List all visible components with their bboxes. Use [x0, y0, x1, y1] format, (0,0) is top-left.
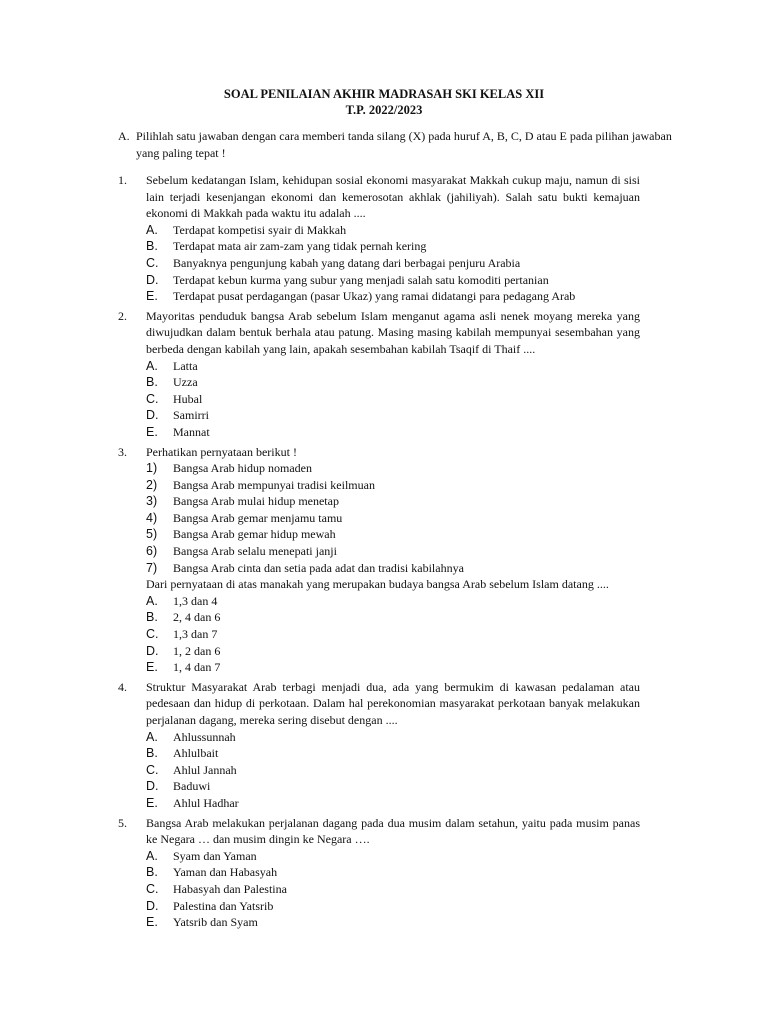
exam-header [0, 86, 768, 118]
statement-text: Bangsa Arab selalu menepati janji [173, 544, 337, 559]
question-number: 3. [118, 444, 127, 459]
option-text: Terdapat pusat perdagangan (pasar Ukaz) yang ramai didatangi para pedagang Arab [173, 289, 576, 304]
option-letter[interactable]: E. [146, 289, 158, 304]
answer-option-a[interactable] [146, 222, 640, 239]
answer-option-d[interactable] [146, 898, 640, 915]
statement-number: 2) [146, 477, 158, 492]
statement-number: 7) [146, 560, 158, 575]
option-letter[interactable]: C. [146, 881, 159, 896]
question-number: 4. [118, 679, 127, 694]
option-letter[interactable]: A. [146, 358, 158, 373]
answer-option-b[interactable] [146, 864, 640, 881]
question-stem: Struktur Masyarakat Arab terbagi menjadi dua, ada yang bermukim di kawasan pedalaman atau pedesaan dan hidup di perkotaan. Dalam hal perekonomian masyarakat perkotaan banyak melakukan perjalanan dagang, mereka sering disebut dengan .... [146, 679, 640, 727]
question-2 [118, 308, 640, 441]
statement-text: Bangsa Arab mempunyai tradisi keilmuan [173, 477, 375, 492]
option-letter[interactable]: C. [146, 391, 159, 406]
option-text: 1, 4 dan 7 [173, 660, 221, 675]
option-letter[interactable]: E. [146, 660, 158, 675]
option-text: Syam dan Yaman [173, 848, 257, 863]
answer-option-d[interactable] [146, 643, 640, 660]
option-text: Ahlulbait [173, 746, 219, 761]
question-number: 2. [118, 308, 127, 323]
question-number: 1. [118, 173, 127, 187]
option-text: 1, 2 dan 6 [173, 643, 221, 658]
statement-number: 4) [146, 510, 158, 525]
option-letter[interactable]: E. [146, 424, 158, 439]
answer-option-e[interactable] [146, 288, 640, 305]
question-followup: Dari pernyataan di atas manakah yang merupakan budaya bangsa Arab sebelum Islam datang .... [146, 577, 609, 592]
option-text: Ahlussunnah [173, 729, 236, 744]
statement-number: 5) [146, 527, 158, 542]
question-stem: Bangsa Arab melakukan perjalanan dagang pada dua musim dalam setahun, yaitu pada musim panas ke Negara … dan musim dingin ke Negara …. [146, 815, 640, 847]
exam-title: SOAL PENILAIAN AKHIR MADRASAH SKI KELAS XII [223, 87, 545, 101]
answer-option-d[interactable] [146, 778, 640, 795]
option-text: Terdapat kebun kurma yang subur yang menjadi salah satu komoditi pertanian [173, 272, 549, 287]
statement-item [146, 560, 640, 577]
question-stem: Sebelum kedatangan Islam, kehidupan sosial ekonomi masyarakat Makkah cukup maju, namun di sisi lain terjadi kesenjangan ekonomi dan kemerosotan akhlak (jahiliyah). Salah satu bukti kemajuan ekonomi di Makkah pada waktu itu adalah .... [146, 173, 640, 221]
option-text: Samirri [173, 408, 209, 423]
option-letter[interactable]: E. [146, 915, 158, 930]
statement-text: Bangsa Arab hidup nomaden [173, 461, 312, 476]
option-letter[interactable]: B. [146, 239, 158, 254]
statement-number: 1) [146, 461, 158, 476]
answer-option-b[interactable] [146, 238, 640, 255]
option-text: Latta [173, 358, 198, 373]
answer-option-c[interactable] [146, 762, 640, 779]
option-letter[interactable]: D. [146, 272, 159, 287]
option-letter[interactable]: D. [146, 898, 159, 913]
option-text: Terdapat mata air zam-zam yang tidak pernah kering [173, 239, 427, 254]
option-text: Ahlul Hadhar [173, 795, 239, 810]
statement-text: Bangsa Arab gemar hidup mewah [173, 527, 336, 542]
option-text: Ahlul Jannah [173, 762, 237, 777]
answer-option-b[interactable] [146, 374, 640, 391]
option-text: Terdapat kompetisi syair di Makkah [173, 222, 347, 237]
instruction-text: Pilihlah satu jawaban dengan cara memberi tanda silang (X) pada huruf A, B, C, D atau E pada pilihan jawaban yang paling tepat ! [136, 129, 672, 160]
option-letter[interactable]: E. [146, 795, 158, 810]
option-text: Palestina dan Yatsrib [173, 898, 274, 913]
option-letter[interactable]: D. [146, 408, 159, 423]
question-list [118, 172, 640, 931]
question-number: 5. [118, 815, 127, 830]
statement-item [146, 526, 640, 543]
statement-text: Bangsa Arab mulai hidup menetap [173, 494, 339, 509]
statement-text: Bangsa Arab gemar menjamu tamu [173, 510, 343, 525]
statement-item [146, 477, 640, 494]
option-text: 1,3 dan 7 [173, 627, 218, 642]
answer-option-a[interactable] [146, 848, 640, 865]
exam-year: T.P. 2022/2023 [345, 103, 423, 117]
option-letter[interactable]: B. [146, 865, 158, 880]
statement-number: 3) [146, 494, 158, 509]
answer-option-a[interactable] [146, 593, 640, 610]
statement-item [146, 460, 640, 477]
option-letter[interactable]: A. [146, 729, 158, 744]
answer-option-c[interactable] [146, 881, 640, 898]
answer-option-c[interactable] [146, 626, 640, 643]
instruction [118, 128, 678, 161]
question-stem: Mayoritas penduduk bangsa Arab sebelum Islam menganut agama asli nenek moyang mereka yang diwujudkan dalam bentuk berhala atau patung. Masing masing kabilah mempunyai sesembahan yang berbeda dengan kabilah yang lain, apakah sesembahan kabilah Tsaqif di Thaif .... [146, 308, 640, 356]
option-text: Yaman dan Habasyah [173, 865, 278, 880]
option-text: 2, 4 dan 6 [173, 610, 221, 625]
question-stem: Perhatikan pernyataan berikut ! [146, 444, 297, 459]
option-letter[interactable]: D. [146, 643, 159, 658]
question-5 [118, 815, 640, 931]
option-letter[interactable]: A. [146, 848, 158, 863]
option-text: Hubal [173, 391, 203, 406]
option-text: Banyaknya pengunjung kabah yang datang dari berbagai penjuru Arabia [173, 255, 521, 270]
option-letter[interactable]: C. [146, 627, 159, 642]
option-letter[interactable]: C. [146, 762, 159, 777]
answer-option-e[interactable] [146, 424, 640, 441]
question-4 [118, 679, 640, 812]
option-text: 1,3 dan 4 [173, 593, 218, 608]
option-text: Yatsrib dan Syam [173, 915, 258, 930]
option-text: Mannat [173, 424, 210, 439]
statement-number: 6) [146, 544, 158, 559]
statement-text: Bangsa Arab cinta dan setia pada adat dan tradisi kabilahnya [173, 560, 464, 575]
option-letter[interactable]: A. [146, 222, 158, 237]
option-text: Habasyah dan Palestina [173, 881, 287, 896]
statement-item [146, 493, 640, 510]
option-text: Uzza [173, 375, 198, 390]
answer-option-c[interactable] [146, 391, 640, 408]
option-letter[interactable]: C. [146, 255, 159, 270]
answer-option-a[interactable] [146, 729, 640, 746]
option-letter[interactable]: B. [146, 746, 158, 761]
option-letter[interactable]: B. [146, 610, 158, 625]
answer-option-b[interactable] [146, 745, 640, 762]
option-letter[interactable]: B. [146, 375, 158, 390]
statement-item [146, 543, 640, 560]
answer-option-d[interactable] [146, 407, 640, 424]
answer-option-d[interactable] [146, 272, 640, 289]
question-1 [118, 172, 640, 305]
option-letter[interactable]: A. [146, 593, 158, 608]
instruction-marker: A. [118, 129, 130, 143]
answer-option-a[interactable] [146, 358, 640, 375]
answer-option-c[interactable] [146, 255, 640, 272]
answer-option-e[interactable] [146, 659, 640, 676]
answer-option-e[interactable] [146, 795, 640, 812]
question-3 [118, 444, 640, 676]
option-letter[interactable]: D. [146, 779, 159, 794]
statement-item [146, 510, 640, 527]
option-text: Baduwi [173, 779, 211, 794]
answer-option-b[interactable] [146, 609, 640, 626]
answer-option-e[interactable] [146, 914, 640, 931]
